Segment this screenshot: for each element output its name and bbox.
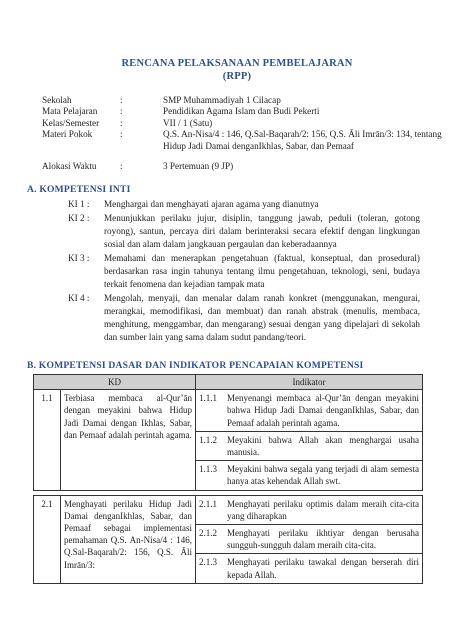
info-value: 3 Pertemuan (9 JP): [163, 161, 234, 172]
header-indikator: Indikator: [196, 375, 423, 390]
info-label: Materi Pokok: [42, 129, 93, 140]
ki-label: KI 1 :: [68, 199, 90, 209]
info-value: Q.S. An-Nisa/4 : 146, Q.Sal-Baqarah/2: 156, Q.S. Āli Imrān/3: 134, tentang Hidup Jadi Damai denganIkhlas, Sabar, dan Pemaaf: [163, 129, 442, 151]
info-label: Sekolah: [42, 95, 72, 105]
indicator-number: 1.1.2: [196, 431, 225, 460]
ki-text: Mengolah, menyaji, dan menalar dalam ranah konkret (menggunakan, mengurai, merangkai, memodifikasi, dan membuat) dan ranah abstrak (menulis, membaca, menghitung, menggambar, dan mengarang) sesuai dengan yang dipelajari di sekolah dan sumber lain yang sama dalam sudut pandang/teori.: [104, 293, 420, 342]
info-colon: :: [120, 95, 123, 105]
indicator-text: Menghayati perilaku ikhtiyar dengan berusaha sungguh-sungguh dalam meraih cita-cita.: [224, 525, 423, 554]
info-label: Alokasi Waktu: [42, 161, 97, 172]
header-kd: KD: [34, 375, 196, 390]
info-row-time: [42, 161, 442, 172]
indicator-text: Meyakini bahwa segala yang terjadi di alam semesta hanya atas kehendak Allah swt.: [224, 461, 423, 490]
kd-description: Menghayati perilaku Hidup Jadi Damai denganIkhlas, Sabar, dan Pemaaf sebagai implementasi pemahaman Q.S. An-Nisa/4 : 146, Q.Sal-Baqarah/2: 156, Q.S. Āli Imrān/3:: [61, 495, 196, 583]
table-row: [34, 390, 423, 432]
info-row-school: [42, 95, 442, 106]
info-row-material: [42, 129, 442, 152]
table-header-row: [34, 375, 423, 390]
info-row-subject: [42, 106, 442, 117]
ki-label: KI 2 :: [68, 213, 90, 223]
table-row: [34, 495, 423, 524]
ki-text: Memahami dan menerapkan pengetahuan (faktual, konseptual, dan prosedural) berdasarkan rasa ingin tahunya tentang ilmu pengetahuan, teknologi, seni, budaya terkait fenomena dan kejadian tampak mata: [104, 253, 420, 289]
ki-item: [68, 252, 420, 291]
info-colon: :: [120, 129, 123, 140]
ki-item: [68, 292, 420, 344]
indicator-number: 1.1.1: [196, 390, 225, 432]
info-value: VII / 1 (Satu): [163, 117, 213, 128]
info-label: Mata Pelajaran: [42, 106, 98, 117]
indicator-number: 2.1.3: [196, 554, 225, 583]
kd-number: 2.1: [34, 495, 61, 583]
ki-item: [68, 212, 420, 251]
info-row-class: [42, 118, 442, 129]
kd-description: Terbiasa membaca al-Qur’ān dengan meyakini bahwa Hidup Jadi Damai dengan Ikhlas, Sabar, dan Pemaaf adalah perintah agama.: [61, 390, 196, 490]
indicator-number: 1.1.3: [196, 461, 225, 490]
identity-block: [42, 95, 442, 172]
core-competence-list: [68, 198, 420, 345]
info-colon: :: [120, 161, 123, 172]
indicator-number: 2.1.1: [196, 495, 225, 524]
ki-text: Menghargai dan menghayati ajaran agama yang dianutnya: [104, 199, 319, 209]
section-a-heading: A. KOMPETENSI INTI: [27, 184, 131, 195]
info-colon: :: [120, 117, 123, 128]
competence-table: [33, 374, 423, 584]
kd-number: 1.1: [34, 390, 61, 490]
indicator-text: Menghayati perilaku optimis dalam meraih cita-cita yang diharapkan: [224, 495, 423, 524]
info-value: Pendidikan Agama Islam dan Budi Pekerti: [163, 106, 320, 117]
indicator-text: Menghayati perilaku tawakal dengan berserah diri kepada Allah.: [224, 554, 423, 583]
indicator-number: 2.1.2: [196, 525, 225, 554]
document-subtitle: (RPP): [222, 71, 252, 82]
ki-label: KI 3 :: [68, 253, 90, 263]
ki-text: Menunjukkan perilaku jujur, disiplin, tanggung jawab, peduli (toleran, gotong royong), santun, percaya diri dalam berinteraksi secara efektif dengan lingkungan sosial dan alam dalam jangkauan pergaulan dan keberadaannya: [104, 213, 420, 249]
info-colon: :: [120, 106, 123, 117]
info-label: Kelas/Semester: [42, 117, 100, 128]
section-b-heading: B. KOMPETENSI DASAR DAN INDIKATOR PENCAPAIAN KOMPETENSI: [27, 360, 364, 371]
indicator-text: Menyenangi membaca al-Qur’ān dengan meyakini bahwa Hidup Jadi Damai denganIkhlas, Sabar, dan Pemaaf adalah perintah agama.: [224, 390, 423, 432]
document-title: RENCANA PELAKSANAAN PEMBELAJARAN: [121, 58, 353, 69]
ki-item: [68, 198, 420, 211]
indicator-text: Meyakini bahwa Allah akan menghargai usaha manusia.: [224, 431, 423, 460]
ki-label: KI 4 :: [68, 293, 90, 303]
info-value: SMP Muhammadiyah 1 Cilacap: [163, 95, 281, 105]
